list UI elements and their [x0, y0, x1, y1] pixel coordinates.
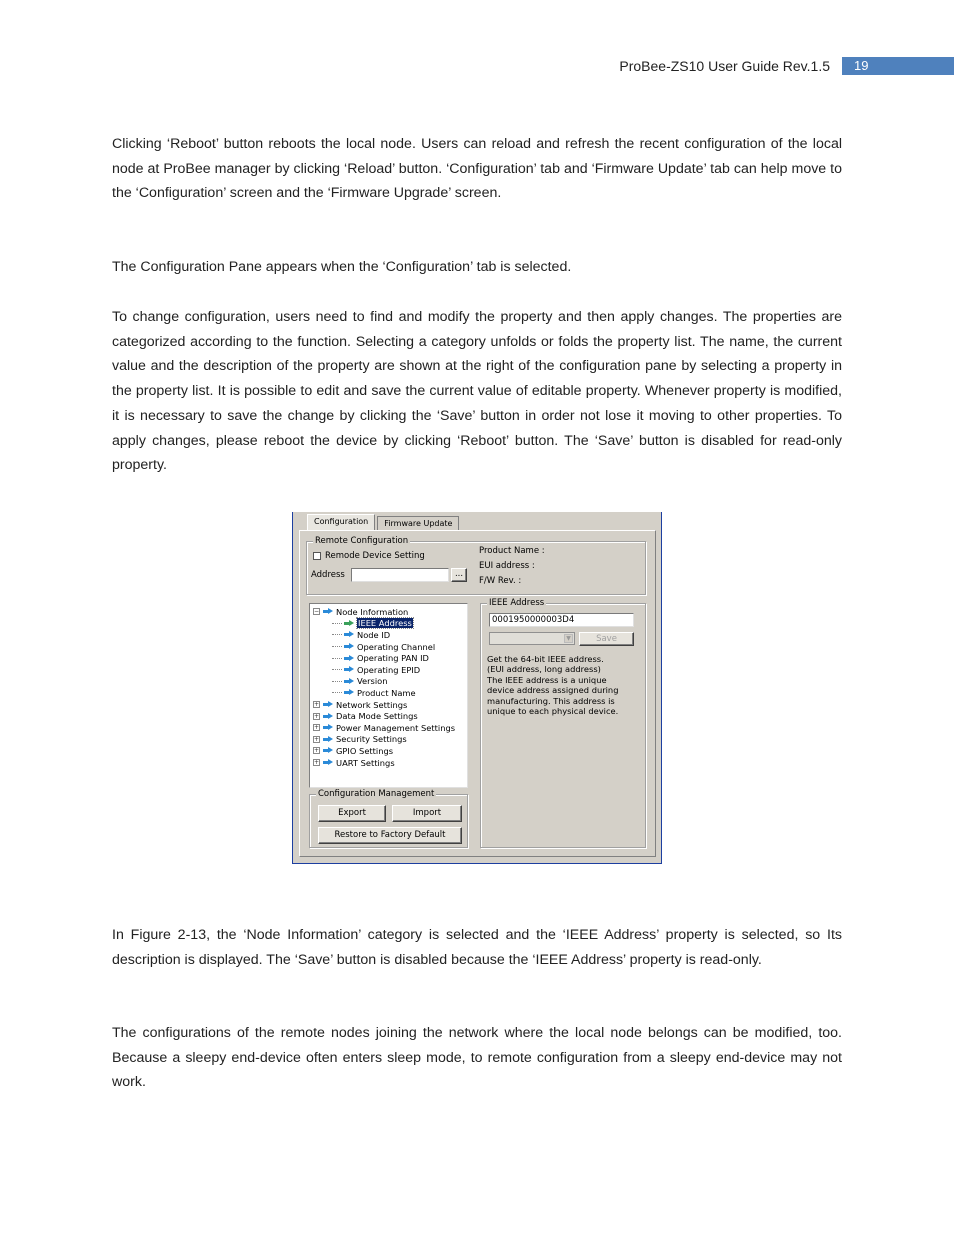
expand-icon[interactable]: + — [314, 759, 320, 767]
tree-item-label: UART Settings — [336, 757, 395, 768]
property-name-label: IEEE Address — [489, 598, 545, 608]
paragraph-reboot: Clicking ‘Reboot’ button reboots the local node. Users can reload and refresh the recent configuration of the local node at ProBee manager by clicking ‘Reload’ button. ‘Configuration’ tab and ‘Firmware Update’ tab can help move to the ‘Configuration’ screen and the ‘Firmware Upgrade’ screen. — [112, 136, 842, 202]
paragraph-change-configuration: To change configuration, users need to find and modify the property and then apply changes. The properties are categorized according to the function. Selecting a category unfolds or folds the property list. The name, the current value and the description of the property are shown at the right of the configuration pane by selecting a property in the property list. It is possible to edit and save the current value of editable property. Whenever property is modified, it is necessary to save the change by clicking the ‘Save’ button in order not lose it moving to other properties. To apply changes, please reboot the device by clicking ‘Reboot’ button. The ‘Save’ button is disabled for read-only property. — [112, 309, 842, 474]
expand-icon[interactable]: + — [314, 701, 320, 709]
property-arrow-icon — [344, 631, 354, 638]
tree-connector — [332, 669, 342, 670]
tree-item-operating-pan-id[interactable] — [332, 652, 429, 664]
description-line: (EUI address, long address) — [487, 664, 601, 675]
tree-item-label: Operating PAN ID — [357, 653, 429, 664]
remote-configuration-label: Remote Configuration — [315, 536, 409, 546]
page-header — [619, 57, 954, 75]
category-arrow-icon — [323, 713, 333, 720]
eui-address-label: EUI address : — [479, 561, 535, 571]
import-button[interactable]: Import — [392, 805, 462, 822]
tab-bar — [307, 516, 461, 530]
description-line: Get the 64-bit IEEE address. — [487, 654, 604, 664]
chevron-down-icon: ▼ — [564, 634, 573, 643]
tab-firmware-update[interactable]: Firmware Update — [377, 516, 459, 530]
paragraph-figure-explanation: In Figure 2-13, the ‘Node Information’ category is selected and the ‘IEEE Address’ property is selected, so Its description is displayed. The ‘Save’ button is disabled because the ‘IEEE Address’ property is read-only. — [112, 927, 842, 968]
remote-configuration-group — [306, 536, 646, 595]
tree-item-label: Network Settings — [336, 699, 408, 710]
tab-panel — [299, 530, 656, 857]
export-button[interactable]: Export — [318, 805, 386, 822]
tree-item-version[interactable] — [332, 676, 388, 688]
address-input[interactable] — [351, 568, 449, 582]
tree-item-ieee-address[interactable] — [332, 618, 413, 630]
remote-device-checkbox[interactable] — [313, 552, 321, 560]
category-arrow-icon — [323, 608, 333, 615]
page-number: 19 — [842, 57, 954, 75]
description-line: device address assigned during — [487, 685, 619, 696]
browse-button[interactable]: ... — [451, 568, 467, 582]
tree-item-gpio-settings[interactable] — [313, 745, 393, 757]
tree-connector — [332, 658, 342, 659]
category-arrow-icon — [323, 759, 333, 766]
tree-item-label: Node ID — [357, 629, 391, 640]
address-label: Address — [311, 570, 345, 580]
tree-connector — [332, 681, 342, 682]
tree-item-label: Operating EPID — [357, 664, 421, 675]
tree-item-uart-settings[interactable] — [313, 757, 395, 769]
tree-item-product-name[interactable] — [332, 687, 416, 699]
tree-item-node-id[interactable] — [332, 629, 390, 641]
category-arrow-icon — [323, 747, 333, 754]
tree-connector — [332, 623, 342, 624]
expand-icon[interactable]: + — [314, 735, 320, 743]
paragraph-configuration-pane: The Configuration Pane appears when the ‘Configuration’ tab is selected. — [112, 259, 572, 275]
tree-item-power-management-settings[interactable] — [313, 722, 455, 734]
category-arrow-icon — [323, 736, 333, 743]
tree-item-node-information[interactable] — [313, 606, 408, 618]
tab-configuration[interactable]: Configuration — [307, 514, 375, 530]
property-description — [487, 654, 618, 716]
property-arrow-icon — [344, 620, 354, 627]
category-arrow-icon — [323, 701, 333, 708]
tree-item-label: Data Mode Settings — [336, 711, 418, 722]
collapse-icon[interactable]: − — [314, 608, 320, 616]
configuration-management-label: Configuration Management — [318, 789, 435, 799]
tree-item-operating-epid[interactable] — [332, 664, 420, 676]
property-value-dropdown — [489, 632, 575, 645]
tree-item-label: Operating Channel — [357, 641, 436, 652]
save-button[interactable]: Save — [579, 632, 634, 646]
property-arrow-icon — [344, 689, 354, 696]
tree-item-label: Version — [357, 676, 388, 687]
property-arrow-icon — [344, 678, 354, 685]
property-arrow-icon — [344, 666, 354, 673]
expand-icon[interactable]: + — [314, 712, 320, 720]
tree-item-security-settings[interactable] — [313, 734, 407, 746]
tree-connector — [332, 646, 342, 647]
tree-connector — [332, 634, 342, 635]
configuration-management-group — [309, 789, 468, 848]
tree-connector — [332, 692, 342, 693]
paragraph-remote-nodes: The configurations of the remote nodes joining the network where the local node belongs can be modified, too. Because a sleepy end-device often enters sleep mode, to remote configuration from a sleepy end-device may not work. — [112, 1025, 842, 1091]
expand-icon[interactable]: + — [314, 747, 320, 755]
description-line: The IEEE address is a unique — [487, 674, 607, 685]
fw-rev-label: F/W Rev. : — [479, 576, 522, 586]
category-arrow-icon — [323, 724, 333, 731]
tree-item-label: Security Settings — [336, 734, 407, 745]
configuration-pane-screenshot — [292, 512, 662, 864]
description-line: unique to each physical device. — [487, 706, 619, 717]
product-name-label: Product Name : — [479, 546, 545, 556]
property-arrow-icon — [344, 655, 354, 662]
tree-item-label: Node Information — [336, 606, 409, 617]
remote-device-label: Remode Device Setting — [325, 551, 425, 561]
tree-item-label: Power Management Settings — [336, 722, 456, 733]
tree-item-label: GPIO Settings — [336, 745, 394, 756]
property-arrow-icon — [344, 643, 354, 650]
property-detail-group — [480, 598, 646, 848]
expand-icon[interactable]: + — [314, 724, 320, 732]
restore-factory-default-button[interactable]: Restore to Factory Default — [318, 827, 462, 844]
tree-item-label: IEEE Address — [358, 618, 412, 629]
description-line: manufacturing. This address is — [487, 695, 615, 706]
tree-item-network-settings[interactable] — [313, 699, 407, 711]
tree-item-label: Product Name — [357, 687, 416, 698]
tree-item-data-mode-settings[interactable] — [313, 710, 418, 722]
property-value-field[interactable]: 0001950000003D4 — [489, 613, 634, 627]
property-tree[interactable] — [309, 603, 468, 788]
tree-item-operating-channel[interactable] — [332, 641, 435, 653]
document-title: ProBee-ZS10 User Guide Rev.1.5 — [619, 58, 830, 74]
